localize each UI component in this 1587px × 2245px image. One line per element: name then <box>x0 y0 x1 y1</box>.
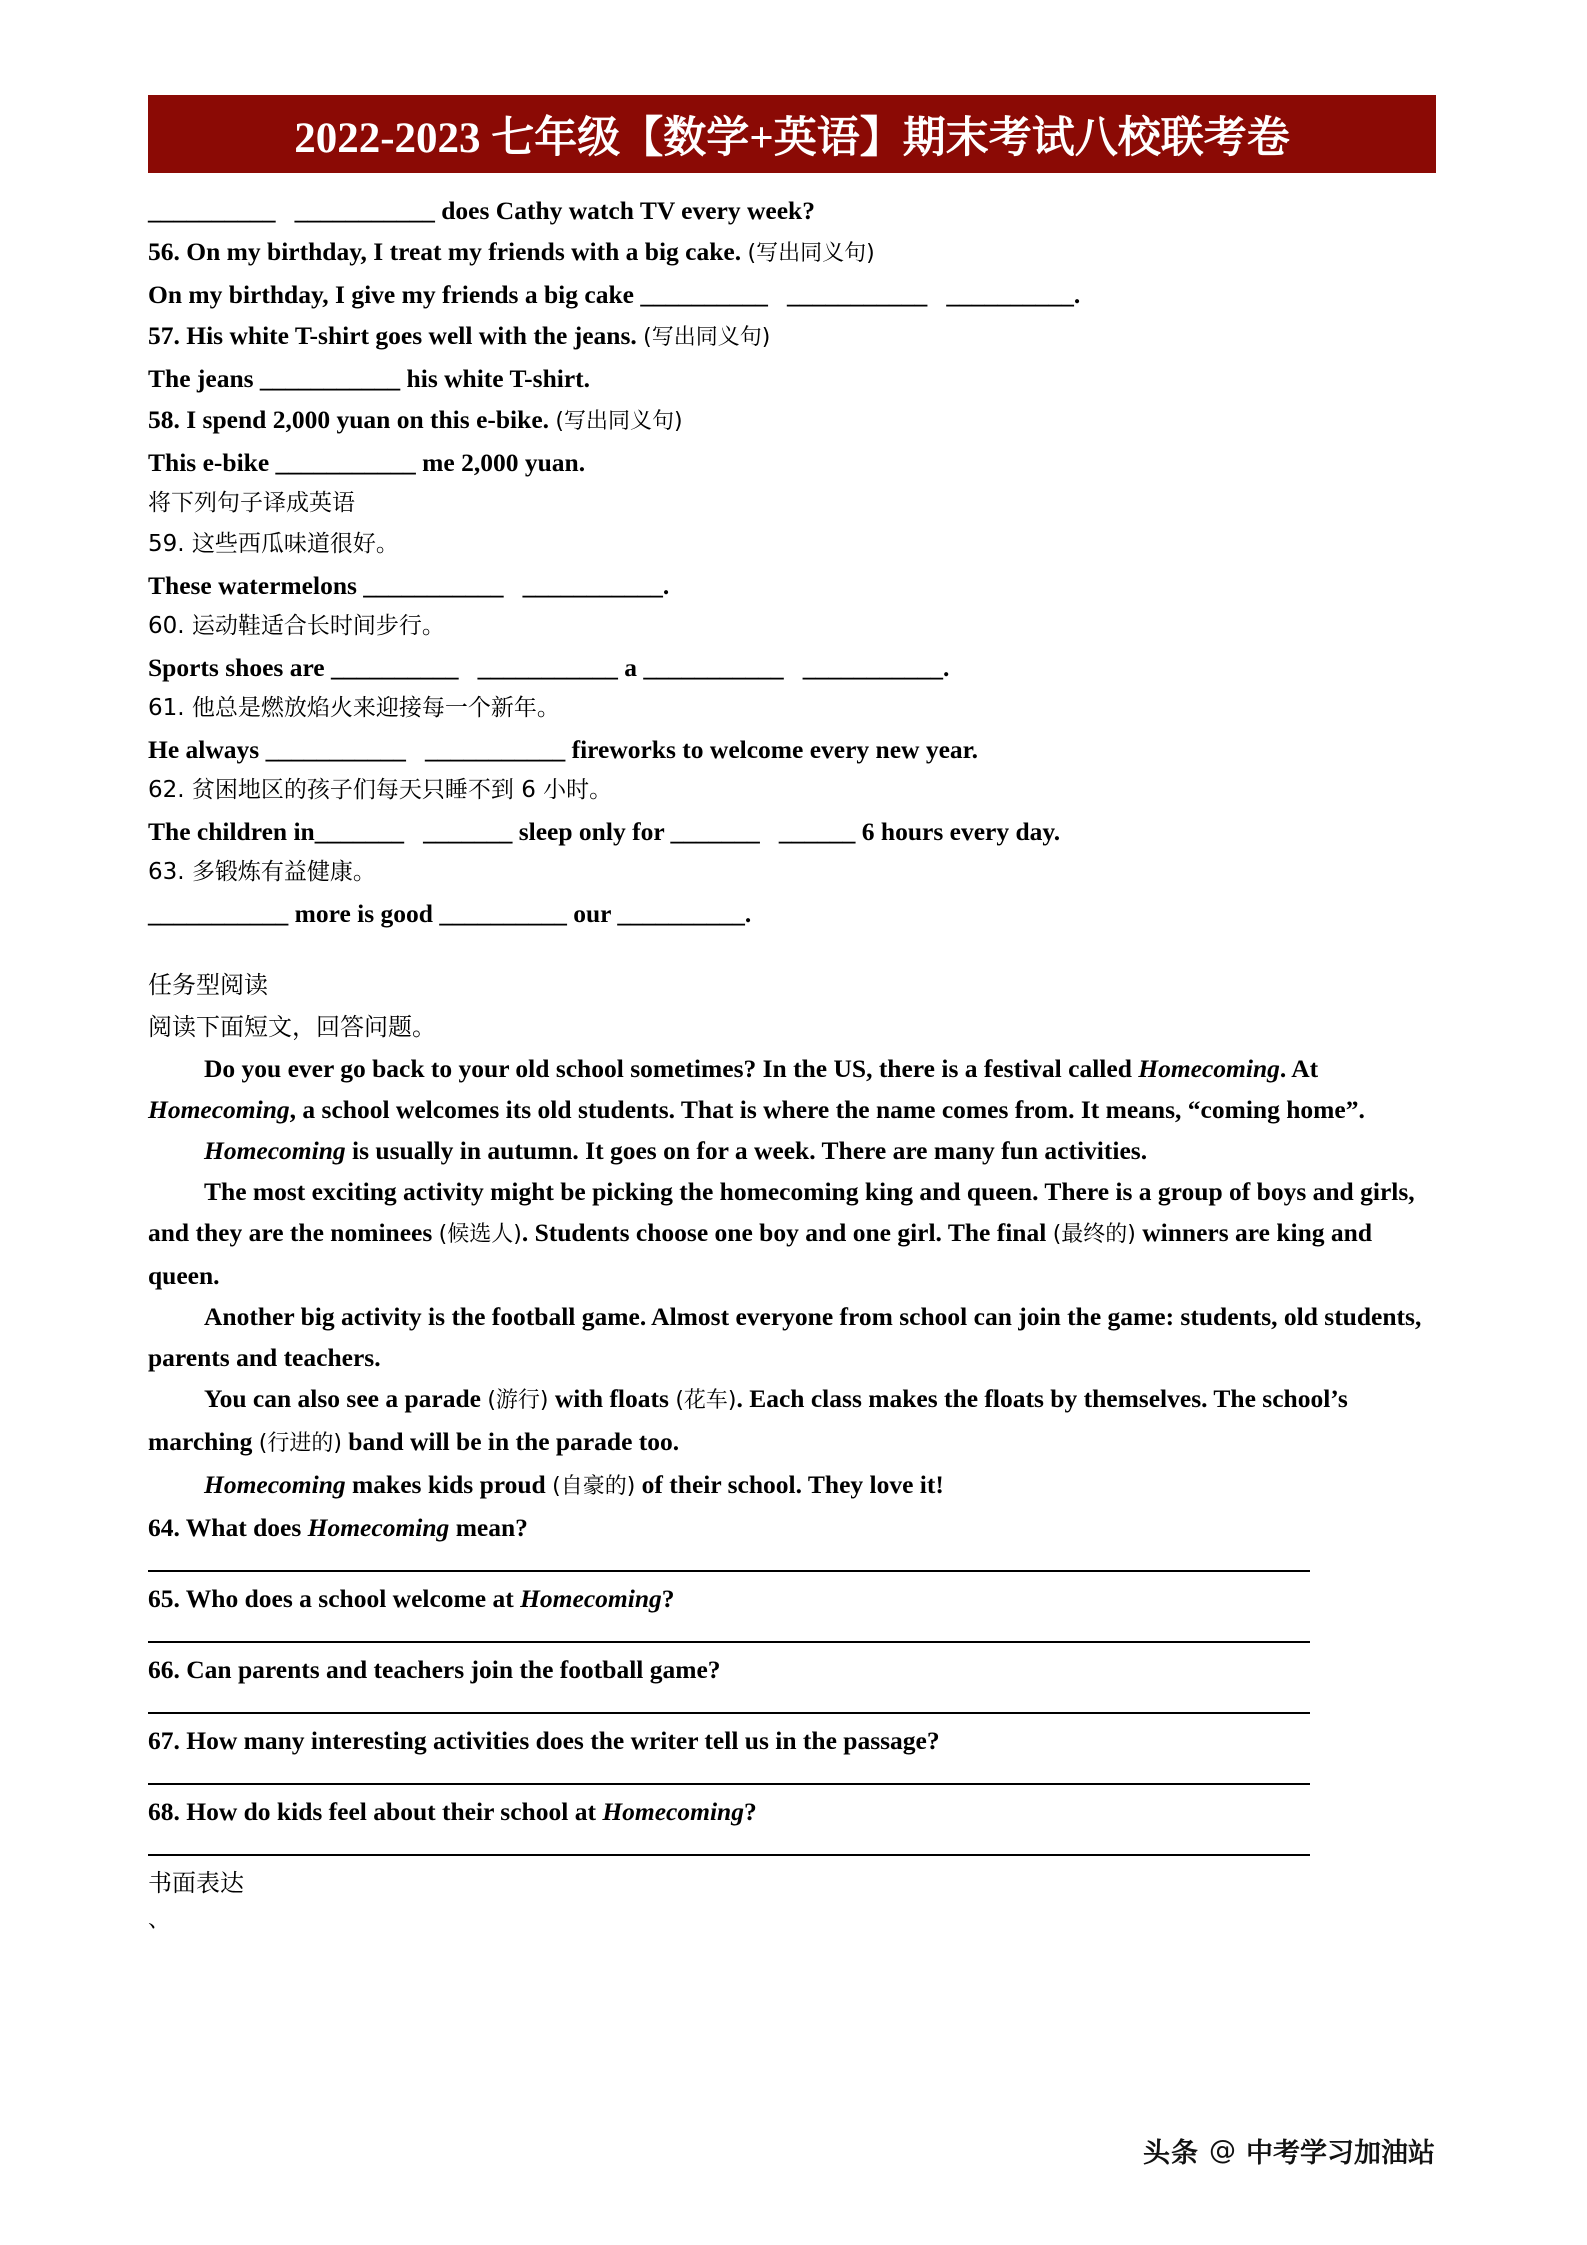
translation-section-heading: 将下列句子译成英语 <box>148 490 355 516</box>
answer-line-66[interactable] <box>148 1712 1310 1714</box>
reading-paragraph-1: Do you ever go back to your old school sometimes? In the US, there is a festival called Homecoming. At Homecoming, a school welcomes its old students. That is where the name comes from. It means, “coming home”. <box>148 1054 1365 1124</box>
reading-question-65: 65. Who does a school welcome at Homecoming? <box>148 1584 675 1613</box>
writing-tick-mark: 、 <box>148 1908 171 1933</box>
answer-line-64[interactable] <box>148 1570 1310 1572</box>
reading-paragraph-2: Homecoming is usually in autumn. It goes on for a week. There are many fun activities. <box>204 1136 1148 1165</box>
line-61-answer: He always ___________ ___________ fireworks to welcome every new year. <box>148 735 979 764</box>
line-63-answer: ___________ more is good __________ our __________. <box>148 899 752 928</box>
line-57-answer: The jeans ___________ his white T-shirt. <box>148 364 591 393</box>
answer-line-67[interactable] <box>148 1783 1310 1785</box>
answer-line-68[interactable] <box>148 1854 1310 1856</box>
line-56-answer: On my birthday, I give my friends a big cake __________ ___________ __________. <box>148 280 1081 309</box>
line-55: __________ ___________ does Cathy watch TV every week? <box>148 196 815 225</box>
reading-instruction: 阅读下面短文，回答问题。 <box>148 1013 436 1041</box>
document-body <box>148 190 1438 1938</box>
line-62-question: 62. 贫困地区的孩子们每天只睡不到 6 小时。 <box>148 777 613 803</box>
writing-section-title: 书面表达 <box>148 1869 244 1897</box>
page-title: 2022-2023 七年级【数学+英语】期末考试八校联考卷 <box>294 114 1290 162</box>
line-63-question: 63. 多锻炼有益健康。 <box>148 859 376 885</box>
reading-question-68: 68. How do kids feel about their school at Homecoming? <box>148 1797 757 1826</box>
reading-paragraph-3: The most exciting activity might be picking the homecoming king and queen. There is a group of boys and girls, and they are the nominees (候选人). Students choose one boy and one girl. The final (最终的) winners are king and queen. <box>148 1177 1415 1290</box>
reading-paragraph-4: Another big activity is the football game. Almost everyone from school can join the game: students, old students, parents and teachers. <box>148 1302 1422 1372</box>
reading-paragraph-6: Homecoming makes kids proud (自豪的) of their school. They love it! <box>204 1470 944 1499</box>
reading-section-title: 任务型阅读 <box>148 971 268 999</box>
line-58-question: 58. I spend 2,000 yuan on this e-bike. (写出同义句) <box>148 405 683 434</box>
reading-question-67: 67. How many interesting activities does the writer tell us in the passage? <box>148 1726 940 1755</box>
line-62-answer: The children in_______ _______ sleep only for _______ ______ 6 hours every day. <box>148 817 1061 846</box>
line-61-question: 61. 他总是燃放焰火来迎接每一个新年。 <box>148 695 560 721</box>
at-icon: @ <box>1209 2135 1236 2166</box>
line-56-question: 56. On my birthday, I treat my friends with a big cake. (写出同义句) <box>148 237 875 266</box>
line-58-answer: This e-bike ___________ me 2,000 yuan. <box>148 448 586 477</box>
reading-question-64: 64. What does Homecoming mean? <box>148 1513 528 1542</box>
line-60-answer: Sports shoes are __________ ___________ a ___________ ___________. <box>148 653 950 682</box>
channel-name: 中考学习加油站 <box>1246 2138 1435 2169</box>
page-title-banner <box>148 95 1436 173</box>
spacer <box>148 934 1438 964</box>
line-59-question: 59. 这些西瓜味道很好。 <box>148 531 399 557</box>
watermark-footer <box>1143 2131 1435 2170</box>
reading-question-66: 66. Can parents and teachers join the football game? <box>148 1655 721 1684</box>
line-57-question: 57. His white T-shirt goes well with the jeans. (写出同义句) <box>148 321 771 350</box>
reading-paragraph-5: You can also see a parade (游行) with floats (花车). Each class makes the floats by themselves. The school’s marching (行进的) band will be in the parade too. <box>148 1384 1348 1456</box>
line-60-question: 60. 运动鞋适合长时间步行。 <box>148 613 445 639</box>
answer-line-65[interactable] <box>148 1641 1310 1643</box>
toutiao-logo: 头条 <box>1143 2138 1199 2169</box>
line-59-answer: These watermelons ___________ ___________. <box>148 571 670 600</box>
